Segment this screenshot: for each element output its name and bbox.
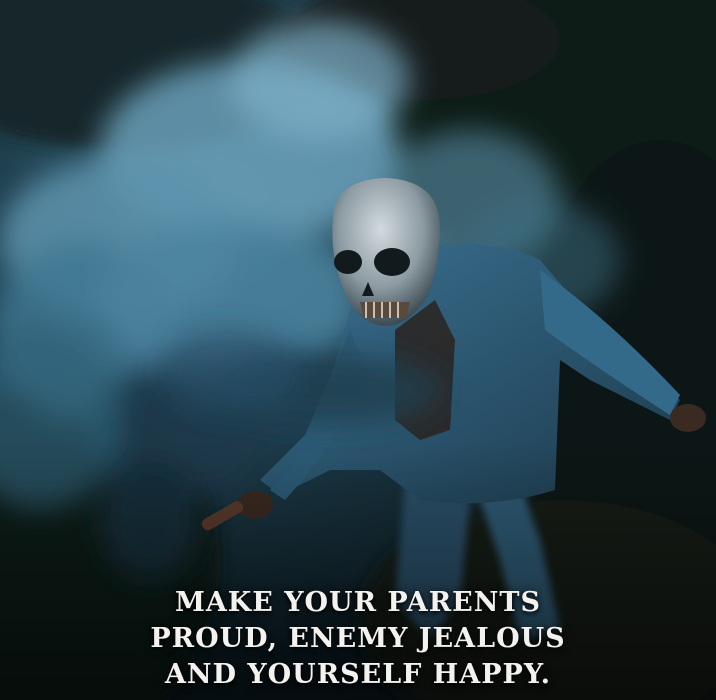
quote-caption	[0, 585, 716, 693]
caption-line-3: AND YOURSELF HAPPY.	[164, 659, 552, 690]
caption-line-1: MAKE YOUR PARENTS	[174, 587, 542, 618]
caption-line-2: PROUD, ENEMY JEALOUS	[150, 623, 566, 654]
